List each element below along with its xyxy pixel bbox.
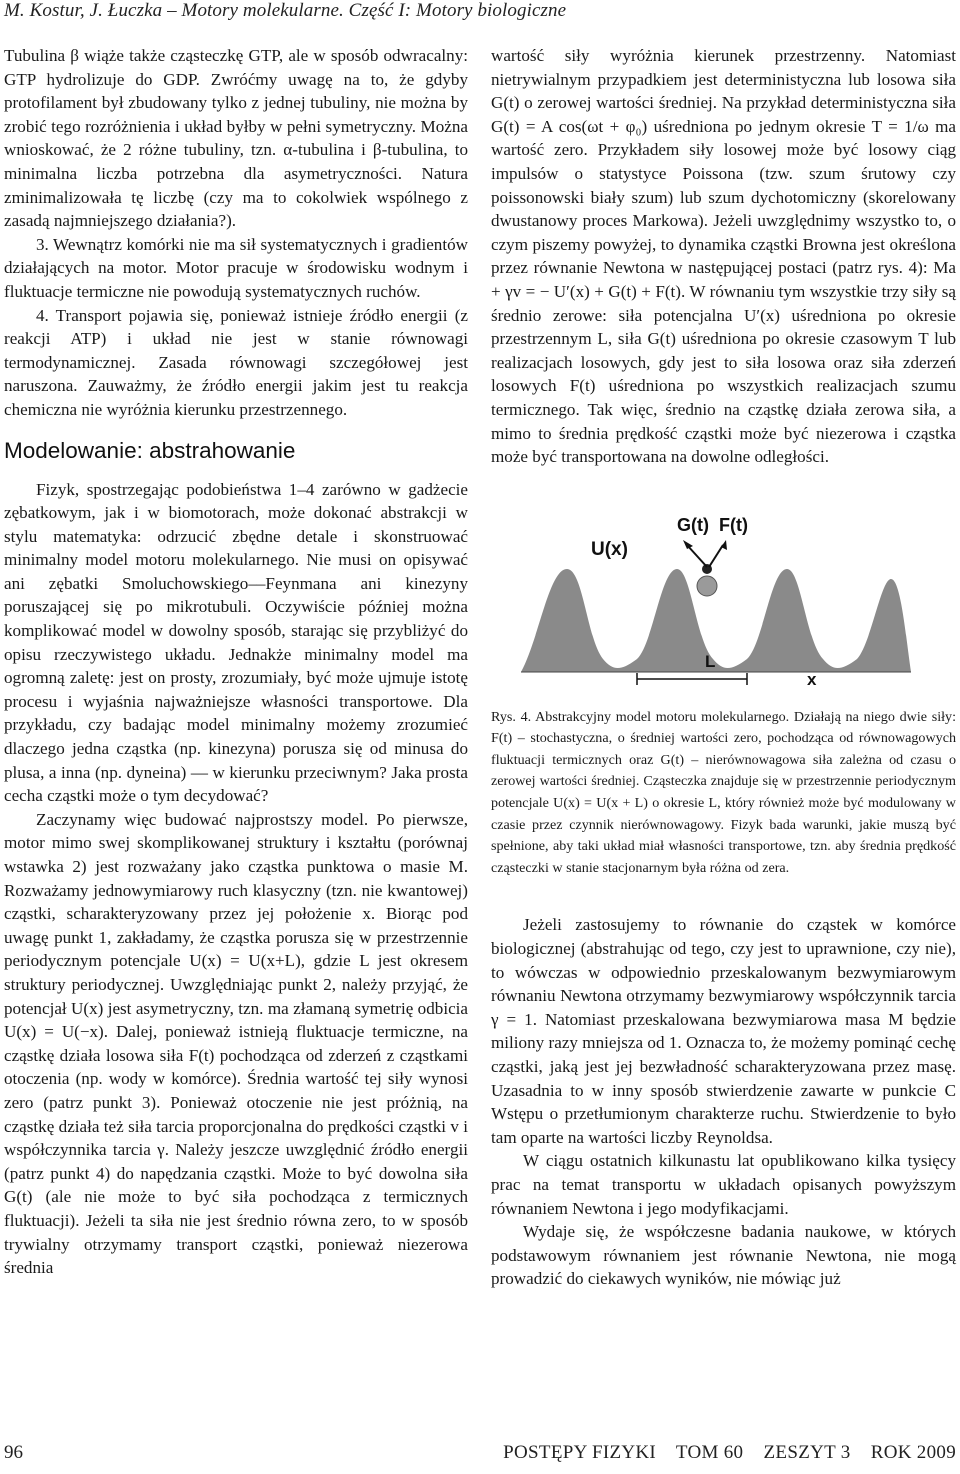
force-g-label: G(t) — [677, 514, 709, 535]
section-title: Modelowanie: abstrahowanie — [4, 437, 296, 463]
paragraph: 4. Transport pojawia się, ponieważ istnieje źródło energii (z reakcji ATP) i układ nie jest w stanie równowagi termodynamicznej. Zasada równowagi szczegółowej jest naruszona. Zauważmy, że źródło energii jakim jest tu reakcja chemiczna nie wyróżnia kierunku przestrzennego. — [4, 305, 468, 419]
potential-label: U(x) — [591, 538, 628, 560]
paragraph: Fizyk, spostrzegając podobieństwa 1–4 zarówno w gadżecie zębatkowym, jak i w biomotorach, może dokonać abstrakcji w stylu matematyka: odrzucić zbędne detale i skonstruować minimalny model motoru molekularnego. Nie musi on opisywać ani zębatki Smoluchowskiego––Feynmana ani kinezyny poruszającej się po mikrotubuli. Oczywiście później można komplikować model w dowolny sposób, starając się przybliżyć do opisu rzeczywistego układu. Jednakże minimalny model ma ogromną zaletę: jest on prosty, zrozumiały, być może ujmuje istotę procesu i wyjaśnia najważniejsze własności transportowe. Dla przykładu, czy badając model minimalny możemy zrozumieć dlaczego jedna cząstka (np. kinezyna) porusza się od minusa do plusa, a inna (np. dyneina) — w kierunku przeciwnym? Jaka prosta cecha cząstki może o tym decydować? — [4, 479, 468, 806]
figure-4 — [491, 509, 956, 689]
force-g-arrow — [687, 545, 707, 567]
force-f-arrow — [709, 545, 723, 567]
paragraph: 3. Wewnątrz komórki nie ma sił systematycznych i gradientów działających na motor. Motor pracuje w środowisku wodnym i fluktuacje termiczne nie powodują systematycznych ruchów. — [4, 234, 468, 301]
particle-ball — [697, 576, 717, 596]
paragraph: W ciągu ostatnich kilkunastu lat opublikowano kilka tysięcy prac na temat transportu w układach opisanych powyższym równaniem Newtona i jego modyfikacjami. — [491, 1151, 956, 1218]
paragraph: Wydaje się, że współczesne badania naukowe, w których podstawowym równaniem jest równanie Newtona, nie mogą prowadzić do ciekawych wyników, nie mówiąc już — [491, 1222, 956, 1289]
paragraph: Jeżeli zastosujemy to równanie do cząstek w komórce biologicznej (abstrahując od tego, czy jest to uprawnione, czy nie), to wówczas w odpowiednio przeskalowanym bezwymiarowym równaniu Newtona otrzymamy bezwymiarowy współczynnik tarcia γ = 1. Natomiast przeskalowana bezwymiarowa masa M będzie miliony razy mniejsza od 1. Oznacza to, że możemy pominąć cechę cząstki, jaką jest jej bezwładność scharakteryzowana przez masę. Uzasadnia to w inny sposób stwierdzenie zawarte w punkcie C Wstępu o przetłumionym charakterze ruchu. Stwierdzenie to było tam oparte na wartości liczby Reynoldsa. — [491, 915, 956, 1147]
right-column — [491, 44, 956, 1291]
motor-model-diagram — [491, 509, 956, 689]
page-number: 96 — [4, 1442, 23, 1463]
paragraph: Tubulina β wiąże także cząsteczkę GTP, ale w sposób odwracalny: GTP hydrolizuje do GDP. Zwróćmy uwagę na to, że gdyby protofilament był zbudowany tylko z jednej tubuliny, nie można by zrobić tego rozróżnienia i układ byłby w pełni symetryczny. Można wnioskować, że 2 różne tubuliny, tzn. α-tubulina i β-tubulina, to minimalna liczba potrzebna dla asymetryczności. Natura zminimalizowała tę liczbę (czy ma to cokolwiek wspólnego z zasadą najmniejszego działania?). — [4, 46, 468, 231]
left-column — [4, 44, 468, 1280]
figure-caption: Rys. 4. Abstrakcyjny model motoru molekularnego. Działają na niego dwie siły: F(t) – stochastyczna, o średniej wartości zero, pochodząca od równowagowych fluktuacji termicznych oraz G(t) – nierównowagowa siła zależna od czasu o zerowej wartości średniej. Cząsteczka znajduje się w przestrzennie periodycznym potencjale U(x) = U(x + L) o okresie L, który również może być modulowany w czasie przez czynnik nierównowagowy. Fizyk bada warunki, jakie muszą być spełnione, aby taki układ miał własności transportowe, tzn. aby średnia prędkość cząsteczki w stanie stacjonarnym była różna od zera. — [491, 708, 956, 876]
paragraph: wartość siły wyróżnia kierunek przestrzenny. Natomiast nietrywialnym przypadkiem jest deterministyczna lub losowa siła G(t) o zerowej wartości średniej. Na przykład deterministyczna siła G(t) = A cos(ωt + φ₀) uśredniona po jednym okresie T = 1/ω ma wartość zero. Przykładem siły losowej może być losowy ciąg impulsów o statystyce Poissona (tzw. szum śrutowy czy poissonowski biały szum) lub szum dychotomiczny (skorelowany dwustanowy proces Markowa). Jeżeli uwzględnimy wszystko to, o czym piszemy powyżej, to dynamika cząstki Browna jest określona przez równanie Newtona w następującej postaci (patrz rys. 4): Ma + γv = − U′(x) + G(t) + F(t). W równaniu tym wszystkie trzy siły są średnio zerowe: siła potencjalna U′(x) uśredniona po okresie przestrzennym L, siła G(t) uśredniona po okresie czasowym T lub realizacjach losowych, gdy jest to siła losowa oraz siła zderzeń losowych F(t) uśredniona po wszystkich realizacjach szumu termicznego. Tak więc, średnio na cząstkę działa zerowa siła, a mimo to średnia prędkość cząstki może być niezerowa i cząstka może być transportowana na dowolne odległości. — [491, 46, 956, 467]
period-label: L — [705, 651, 716, 671]
running-head: M. Kostur, J. Łuczka – Motory molekularne. Część I: Motory biologiczne — [4, 0, 567, 21]
journal-info: POSTĘPY FIZYKI TOM 60 ZESZYT 3 ROK 2009 — [503, 1442, 956, 1463]
paragraph: Zaczynamy więc budować najprostszy model. Po pierwsze, motor mimo swej skomplikowanej struktury i kształtu (porównaj wstawka 2) jest rozważany jako cząstka punktowa o masie M. Rozważamy jednowymiarowy ruch klasyczny (tzn. nie kwantowej) cząstki, scharakteryzowany przez jej położenie x. Biorąc pod uwagę punkt 1, zakładamy, że cząstka porusza się w przestrzennie periodycznym potencjale U(x) = U(x+L), gdzie L jest okresem struktury periodycznej. Uwzględniając punkt 2, należy przyjąć, że potencjał U(x) jest asymetryczny, tzn. ma złamaną symetrię odbicia U(x) = U(−x). Dalej, ponieważ istnieją fluktuacje termiczne, na cząstkę działa losowa siła F(t) pochodząca od zderzeń z cząstkami otoczenia (np. wody w komórce). Średnia wartość tej siły wynosi zero (patrz punkt 3). Ponieważ otoczenie nie jest próżnią, na cząstkę działa też siła tarcia proporcjonalna do prędkości cząstki v i współczynnika tarcia γ. Należy jeszcze uwzględnić źródło energii (patrz punkt 4) do napędzania cząstki. Może to być dowolna siła G(t) (ale nie może to być siła pochodząca z termicznych fluktuacji). Jeżeli ta siła nie jest średnio równa zero, to w sposób trywialny otrzymamy transport cząstki, ponieważ niezerowa średnia — [4, 809, 468, 1278]
axis-label: x — [807, 669, 817, 689]
force-g-arrowhead — [683, 540, 693, 549]
force-f-label: F(t) — [719, 514, 748, 535]
